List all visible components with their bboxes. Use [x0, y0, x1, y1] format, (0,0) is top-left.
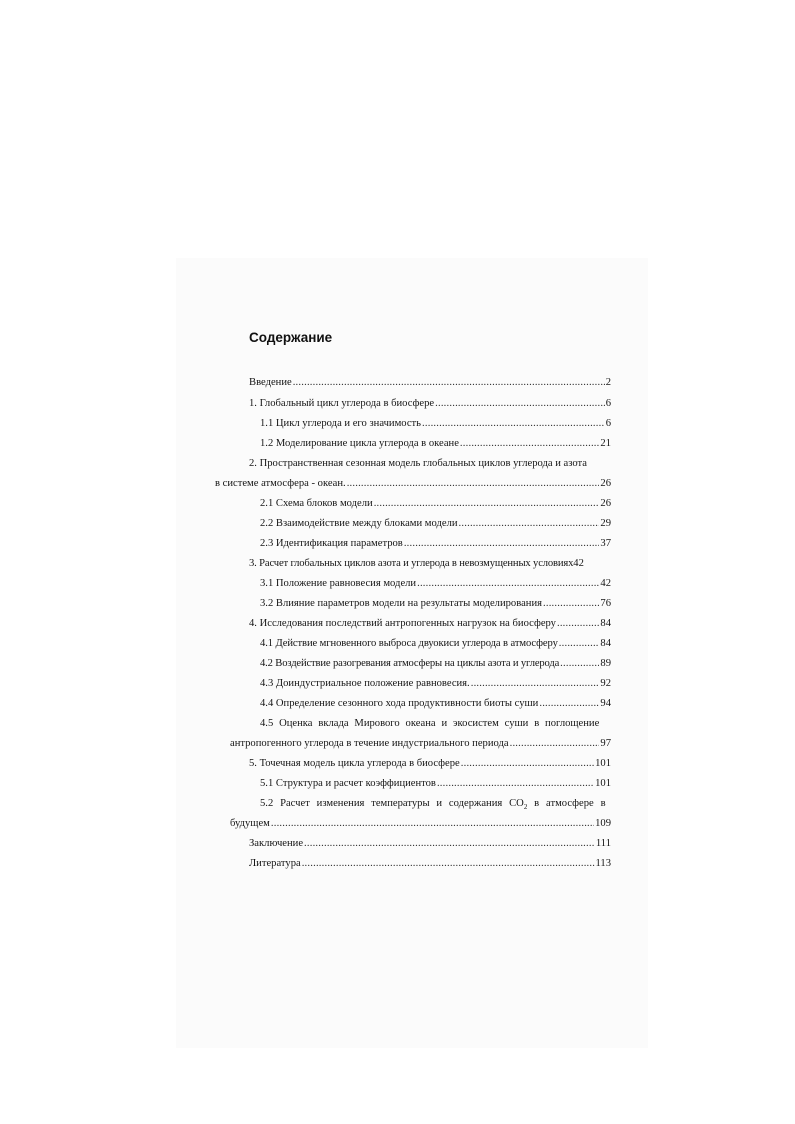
- toc-entry-label: Заключение: [249, 838, 304, 849]
- toc-entry-section-4-2[interactable]: [260, 657, 611, 671]
- toc-entry-label: 2.2 Взаимодействие между блоками модели: [260, 518, 458, 529]
- co2-subscript: 2: [523, 803, 528, 812]
- toc-page-number: 26: [600, 498, 611, 509]
- toc-page-number: 26: [600, 478, 611, 489]
- toc-entry-label: 4. Исследования последствий антропогенных нагрузок на биосферу: [249, 618, 556, 629]
- leader-dots: [459, 517, 600, 531]
- leader-dots: [271, 817, 594, 831]
- toc-entry-label: 4.5 Оценка вклада Мирового океана и экосистем суши в поглощение: [260, 718, 600, 729]
- leader-dots: [293, 376, 605, 390]
- toc-entry-label: 4.3 Доиндустриальное положение равновесия.: [260, 678, 470, 689]
- toc-entry-section-2-2[interactable]: [260, 517, 611, 531]
- leader-dots: [304, 837, 595, 851]
- toc-page-number: 2: [605, 377, 611, 388]
- toc-entry-section-3-2[interactable]: [260, 597, 611, 611]
- toc-page-number: 76: [600, 598, 611, 609]
- leader-dots: [460, 437, 599, 451]
- toc-entry-section-2-1[interactable]: [260, 497, 611, 511]
- toc-entry-section-4-5-line-1[interactable]: [260, 717, 611, 731]
- toc-page-number: 111: [595, 838, 611, 849]
- leader-dots: [461, 757, 594, 771]
- toc-entry-label: [260, 797, 606, 811]
- leader-dots: [471, 677, 600, 691]
- toc-entry-chapter-3[interactable]: [249, 557, 615, 571]
- toc-page-number: 84: [600, 618, 611, 629]
- leader-dots: [374, 497, 600, 511]
- toc-entry-label: Литература: [249, 858, 301, 869]
- toc-page-number: 113: [595, 858, 611, 869]
- toc-page-number: 6: [605, 398, 611, 409]
- toc-entry-label: 4.4 Определение сезонного хода продуктивности биоты суши: [260, 698, 539, 709]
- leader-dots: [417, 577, 599, 591]
- leader-dots: [510, 737, 600, 751]
- toc-entry-chapter-2-line-2[interactable]: [215, 477, 611, 491]
- toc-page-number: 92: [600, 678, 611, 689]
- toc-entry-chapter-4[interactable]: [249, 617, 611, 631]
- toc-entry-section-1-2[interactable]: [260, 437, 611, 451]
- toc-entry-label: 3. Расчет глобальных циклов азота и углерода в невозмущенных условиях: [249, 558, 574, 569]
- toc-page-number: 42: [573, 558, 584, 569]
- toc-entry-section-5-1[interactable]: [260, 777, 611, 791]
- toc-page-number: 101: [595, 778, 611, 789]
- toc-page-number: 101: [595, 758, 611, 769]
- toc-page-number: 42: [600, 578, 611, 589]
- toc-entry-label: 4.2 Воздействие разогревания атмосферы на циклы азота и углерода: [260, 658, 560, 669]
- toc-entry-label-part: в атмосфере в: [527, 798, 606, 809]
- toc-page-number: 84: [600, 638, 611, 649]
- toc-entry-label: 4.1 Действие мгновенного выброса двуокиси углерода в атмосферу: [260, 638, 558, 649]
- toc-entry-label: 2.3 Идентификация параметров: [260, 538, 403, 549]
- leader-dots: [543, 597, 599, 611]
- leader-dots: [435, 397, 605, 411]
- toc-entry-label: 2. Пространственная сезонная модель глобальных циклов углерода и азота: [249, 458, 587, 469]
- toc-entry-section-5-2-line-2[interactable]: [230, 817, 611, 831]
- toc-entry-section-5-2-line-1[interactable]: [260, 797, 611, 811]
- toc-entry-chapter-5[interactable]: [249, 757, 611, 771]
- toc-entry-section-2-3[interactable]: [260, 537, 611, 551]
- toc-entry-label: 1. Глобальный цикл углерода в биосфере: [249, 398, 435, 409]
- toc-entry-label: антропогенного углерода в течение индустриального периода: [230, 738, 509, 749]
- toc-entry-label: 5. Точечная модель цикла углерода в биосфере: [249, 758, 460, 769]
- toc-entry-label: 1.2 Моделирование цикла углерода в океане: [260, 438, 459, 449]
- toc-entry-section-4-3[interactable]: [260, 677, 611, 691]
- page-title: Содержание: [249, 330, 333, 345]
- toc-entry-label: будущем: [230, 818, 270, 829]
- toc-page-number: 94: [600, 698, 611, 709]
- toc-entry-label: 2.1 Схема блоков модели: [260, 498, 373, 509]
- leader-dots: [539, 697, 599, 711]
- toc-entry-chapter-1[interactable]: [249, 397, 611, 411]
- toc-entry-chapter-2-line-1[interactable]: [249, 457, 611, 471]
- toc-entry-label: 3.2 Влияние параметров модели на результаты моделирования: [260, 598, 542, 609]
- toc-page-number: 109: [595, 818, 611, 829]
- leader-dots: [404, 537, 600, 551]
- leader-dots: [422, 417, 605, 431]
- toc-entry-label: 1.1 Цикл углерода и его значимость: [260, 418, 422, 429]
- toc-page-number: 89: [600, 658, 611, 669]
- toc-entry-section-1-1[interactable]: [260, 417, 611, 431]
- leader-dots: [302, 857, 595, 871]
- leader-dots: [560, 657, 599, 671]
- toc-entry-section-4-5-line-2[interactable]: [230, 737, 611, 751]
- leader-dots: [559, 637, 600, 651]
- toc-entry-references[interactable]: [249, 857, 611, 871]
- toc-entry-label-part: 5.2 Расчет изменения температуры и содержания CO: [260, 798, 524, 809]
- toc-entry-conclusion[interactable]: [249, 837, 611, 851]
- leader-dots: [437, 777, 594, 791]
- toc-entry-label: в системе атмосфера - океан.: [215, 478, 346, 489]
- toc-page-number: 21: [600, 438, 611, 449]
- leader-dots: [347, 477, 600, 491]
- toc-page-number: 37: [600, 538, 611, 549]
- leader-dots: [557, 617, 599, 631]
- toc-entry-intro[interactable]: [249, 376, 611, 390]
- toc-page-number: 6: [605, 418, 611, 429]
- toc-entry-label: Введение: [249, 377, 292, 388]
- toc-entry-label: 3.1 Положение равновесия модели: [260, 578, 417, 589]
- toc-page-number: 97: [600, 738, 611, 749]
- toc-page-number: 29: [600, 518, 611, 529]
- toc-entry-section-4-1[interactable]: [260, 637, 611, 651]
- toc-entry-section-3-1[interactable]: [260, 577, 611, 591]
- toc-entry-label: 5.1 Структура и расчет коэффициентов: [260, 778, 436, 789]
- toc-entry-section-4-4[interactable]: [260, 697, 611, 711]
